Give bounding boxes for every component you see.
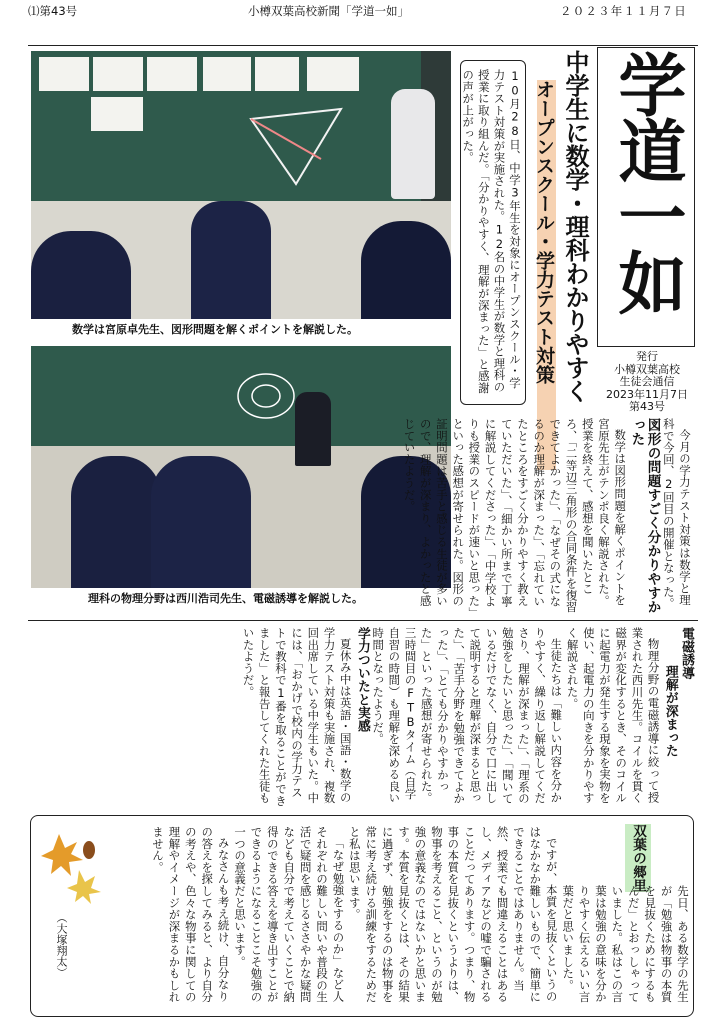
headline-sub: オープンスクール・学力テスト対策 (532, 80, 556, 470)
diagram-sheet (203, 57, 251, 91)
column-title: 双葉の郷里 (625, 824, 651, 892)
paragraph: 「なぜ勉強をするのか」など人それぞれの難しい問いや普段の生活で疑問を感じるささやかな疑問なども自分で考えていくことで納得のできる答えを導き出すことができるようになることこそ勉強の一つの意義だと思います。 (233, 826, 346, 1003)
column-body (111, 826, 691, 1008)
info-line: 第43号 (629, 400, 665, 414)
subheading-math: 図形の問題すごく分かりやすかった (628, 418, 661, 614)
triangle-diagram-icon (241, 99, 351, 189)
masthead-box (597, 47, 695, 347)
photo-science-class (31, 346, 451, 588)
student-figure (361, 221, 451, 319)
section-rule (28, 620, 698, 621)
diagram-sheet (255, 57, 299, 91)
info-line: 2023年11月7日 (606, 387, 688, 401)
info-line: 小樽双葉高校 (614, 362, 680, 376)
student-figure (151, 456, 251, 588)
subheading-science: 電磁誘導 (679, 627, 694, 680)
article-science (30, 627, 694, 809)
masthead-info (600, 351, 694, 414)
paragraph: 先日、ある数学の先生が「勉強は物事の本質を見抜くためにするもんだ」とおっしゃっていました。私はこの言葉は勉強の意味を分かりやすく伝えるいい言葉だと思いました。 (561, 885, 690, 1004)
info-line: 発行 (636, 350, 658, 363)
lead-box (460, 60, 526, 405)
paragraph: 今月の学力テスト対策は数学と理科で今回、2回目の開催となった。 (661, 418, 692, 610)
paragraph: ですが、本質を見抜くというのはなかなか難しいもので、簡単にできることではありません。当然、授業でも間違えることはあるし、メディアなどの嘘で騙されることだってあります。つまり、物事の本質を見抜くというよりは、物事を考えること、というのが勉強の意義なのではないかと思います。本質を見抜くとは、その結果に過ぎず、勉強をするのは物事を常に考え続ける訓練をするためだと私は思います。 (347, 826, 559, 1003)
column-author: （大塚翔太） (55, 912, 68, 978)
paragraph: 生徒たちは「難しい内容を分かりやすく、繰り返し解説してくださり、理解が深まった」、「理系の勉強をしたいと思った」、「聞いているだけでなく、自分で口に出して説明すると理解が深まると思った」、「苦手分野を勉強できてよかった」、「とても分かりやすかった」といった感想が寄せられた。三時間目のFTBタイム（自学自習の時間）も理解を深める良い時間となったようだ。 (371, 627, 564, 805)
paragraph: 物理分野の電磁誘導に絞って授業された西川先生。コイルを貫く磁界が変化するとき、そのコイルに起電力が発生する現象を実物を使い、起電力の向きを分かりやすく解説された。 (565, 627, 661, 804)
magnetic-field-diagram-icon (231, 366, 301, 426)
paragraph: 数学は図形問題を解くポイントを宮原先生がテンポ良く解説された。授業を終えて、感想を聞いたところ、「二等辺三角形の合同条件を復習できてよかった」、「なぜその式になるのか理解が深まった」、「忘れていたところをすごく分かりやすく教えていただいた」、「細かい所まで丁寧に解説してくださった」、「中学校よりも授業のスピードが速いと思った」といった感想が寄せられた。図形の証明問題は苦手と感じる生徒が多いので、理解が深まり、よかったと感じていたようだ。 (402, 418, 628, 613)
header-rule (28, 45, 698, 46)
caption-science: 理科の物理分野は西川浩司先生、電磁誘導を解説した。 (88, 592, 363, 605)
paper-name: 小樽双葉高校新聞「学道一如」 (248, 4, 409, 18)
column-box (30, 815, 694, 1017)
diagram-sheet (39, 57, 89, 91)
diagram-sheet (91, 97, 143, 131)
subheading-results: 学力ついたと実感 (354, 627, 370, 733)
autumn-leaves-icon (39, 826, 103, 906)
student-figure (191, 201, 271, 319)
masthead-title: 学道一如 (607, 50, 687, 314)
caption-math: 数学は宮原卓先生、図形問題を解くポイントを解説した。 (72, 323, 358, 336)
student-figure (71, 456, 161, 588)
page-number: ⑴第43号 (28, 4, 78, 18)
info-line: 生徒会通信 (619, 375, 675, 389)
article-math (402, 418, 693, 614)
student-figure (31, 231, 131, 319)
paragraph: 夏休み中は英語・国語・数学の学力テスト対策も実施され、複数回出席している中学生もいた。中には、「おかげで校内の学力テストで教科で1番を取ることができました」と報告してくれた生徒もいたようだ。 (241, 627, 353, 807)
photo-math-class (31, 51, 451, 319)
subheading-science-2: 理解が深まった (662, 665, 678, 758)
teacher-figure (391, 89, 435, 199)
issue-date: ２０２３年１１月７日 (560, 4, 687, 18)
lead-text: 10月28日、中学3年生を対象にオープンスクール・学力テスト対策が実施された。12名の中学生が数学と理科の授業に取り組んだ。「分かりやすく、理解が深まった」と感謝の声が上がった。 (461, 69, 522, 394)
diagram-sheet (307, 57, 359, 91)
headline-main: 中学生に数学・理科わかりやすく (561, 50, 589, 403)
diagram-sheet (147, 57, 197, 91)
diagram-sheet (93, 57, 143, 91)
paragraph: みなさんも考え続け、自分なりの答えを探してみると、より自分の考えや、色々な物事に関しての理解やイメージが深まるかもしれません。 (151, 826, 231, 1003)
teacher-figure (295, 392, 331, 466)
